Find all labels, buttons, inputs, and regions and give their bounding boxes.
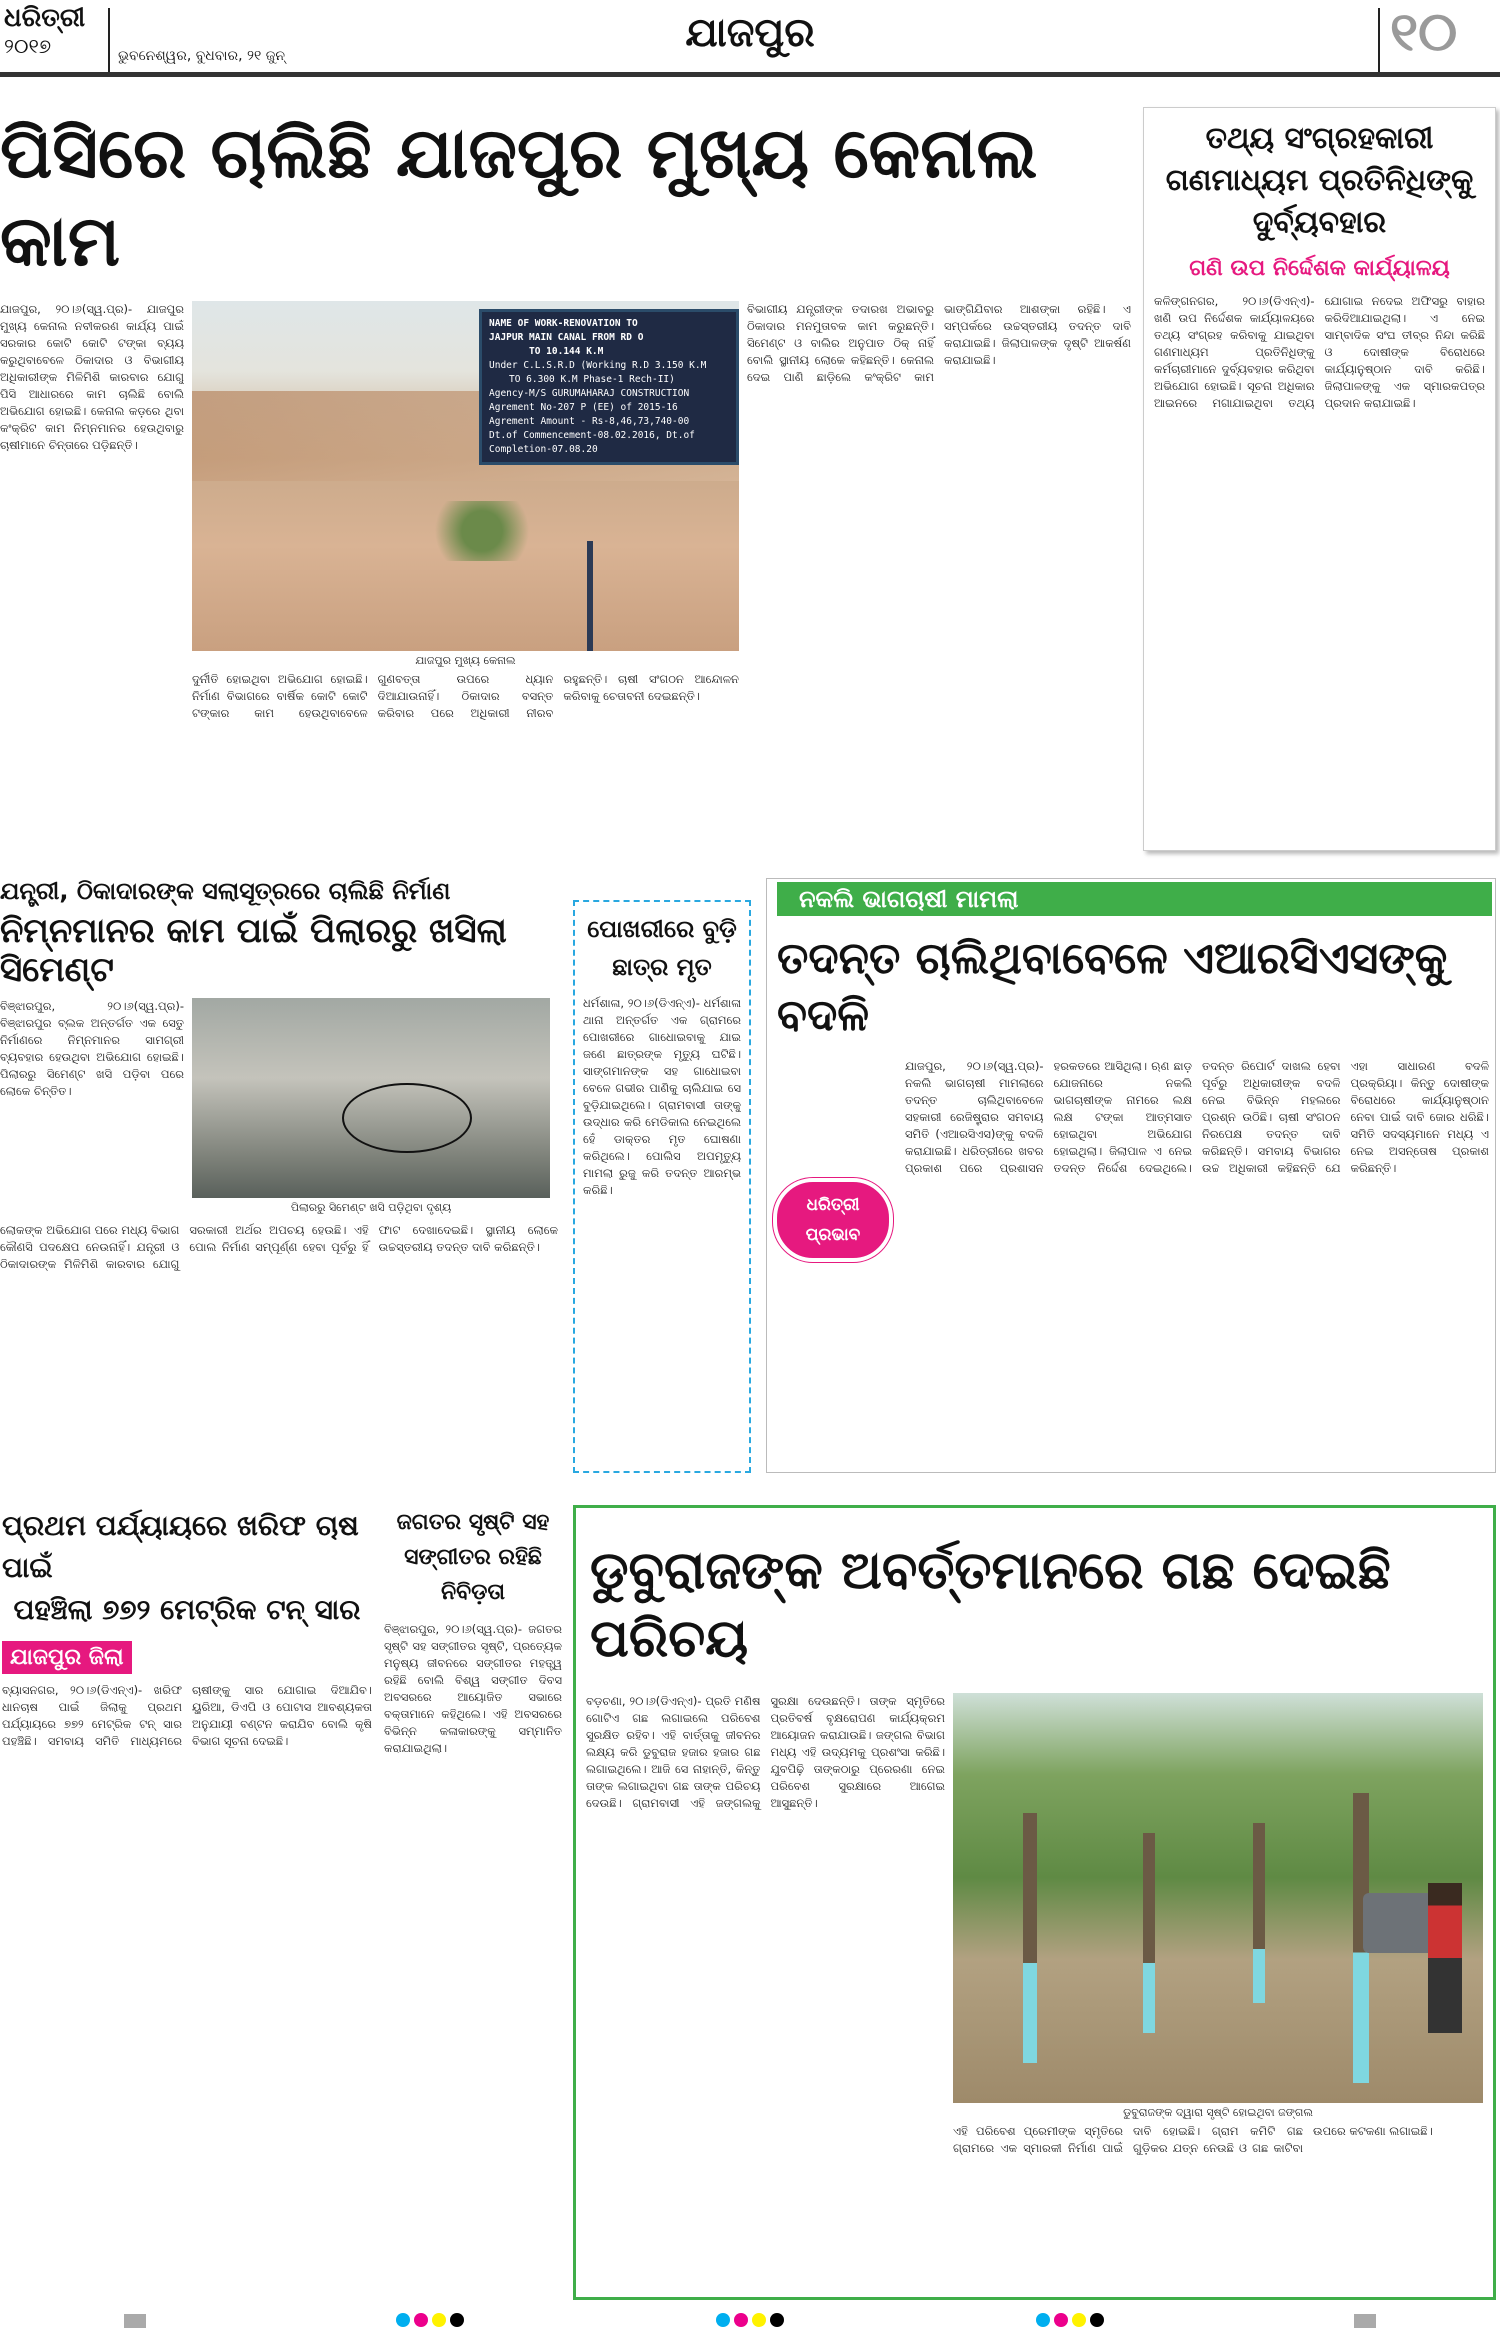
color-marks bbox=[1034, 2312, 1106, 2331]
print-marks bbox=[0, 2312, 1500, 2330]
sidebox-headline: ତଥ୍ୟ ସଂଗ୍ରହକାରୀ ଗଣମାଧ୍ୟମ ପ୍ରତିନିଧିଙ୍କୁ ଦୁର୍ବ୍ୟବହାର bbox=[1165, 121, 1474, 240]
sign-line: Dt.of Commencement-08.02.2016, Dt.of Completion-07.08.20 bbox=[489, 430, 695, 455]
lead-body-right: ବିଭାଗୀୟ ଯନ୍ତ୍ରୀଙ୍କ ତଦାରଖ ଅଭାବରୁ ଠିକାଦାର ମନମୁତାବକ କାମ କରୁଛନ୍ତି। ସିମେଣ୍ଟ ଓ ବାଲିର ଅନୁପାତ ଠିକ୍ ନାହିଁ ବୋଲି ସ୍ଥାନୀୟ ଲୋକେ କହିଛନ୍ତି। କେନାଲ ଦେଇ ପାଣି ଛାଡ଼ିଲେ କଂକ୍ରିଟ କାମ ଭାଙ୍ଗିଯିବାର ଆଶଙ୍କା ରହିଛି। ଏ ସମ୍ପର୍କରେ ଉଚ୍ଚସ୍ତରୀୟ ତଦନ୍ତ ଦାବି କରାଯାଇଛି। ଜିଲାପାଳଙ୍କ ଦୃଷ୍ଟି ଆକର୍ଷଣ କରାଯାଇଛି। bbox=[747, 302, 1131, 384]
lead-body-left: ଯାଜପୁର, ୨୦।୬(ସ୍ୱ.ପ୍ର)- ଯାଜପୁର ମୁଖ୍ୟ କେନାଲ ନବୀକରଣ କାର୍ଯ୍ୟ ପାଇଁ ସରକାର କୋଟି କୋଟି ଟଙ୍କା ବ୍ୟୟ କରୁଥିବାବେଳେ ଠିକାଦାର ଓ ବିଭାଗୀୟ ଅଧିକାରୀଙ୍କ ମିଳିମିଶି କାରବାର ଯୋଗୁ ପିସି ଆଧାରରେ କାମ ଚାଲିଛି ବୋଲି ଅଭିଯୋଗ ହୋଇଛି। କେନାଲ କଡ଼ରେ ଥିବା କଂକ୍ରିଟ କାମ ନିମ୍ନମାନର ହେଉଥିବାରୁ ଚାଷୀମାନେ ଚିନ୍ତାରେ ପଡ଼ିଛନ୍ତି। bbox=[0, 302, 184, 452]
masthead-logo: ଧରିତ୍ରୀ bbox=[4, 3, 86, 33]
color-marks bbox=[394, 2312, 466, 2331]
shrubs bbox=[422, 501, 542, 561]
masthead bbox=[4, 2, 104, 58]
canal-photo-caption: ଯାଜପୁର ମୁଖ୍ୟ କେନାଲ bbox=[415, 654, 516, 667]
trees-photo-caption: ଡୁବୁରାଜଙ୍କ ଦ୍ୱାରା ସୃଷ୍ଟି ହୋଇଥିବା ଜଙ୍ଗଲ bbox=[1123, 2106, 1313, 2120]
fertilizer-story bbox=[2, 1505, 372, 2300]
lead-story bbox=[0, 100, 1131, 860]
pillar-photo-caption: ପିଲାରରୁ ସିମେଣ୍ଟ ଖସି ପଡ଼ିଥିବା ଦୃଶ୍ୟ bbox=[290, 1200, 452, 1214]
dubraj-box bbox=[573, 1505, 1496, 2300]
pillar-top-row bbox=[0, 998, 558, 1218]
arcs-banner bbox=[777, 882, 1492, 916]
broken-pillar-mark bbox=[342, 1083, 472, 1153]
arcs-badge bbox=[773, 1178, 893, 1262]
sign-line: Agrement Amount - Rs-8,46,73,740-00 bbox=[489, 416, 690, 427]
pillar-body-bottom: ଲୋକଙ୍କ ଅଭିଯୋଗ ପରେ ମଧ୍ୟ ବିଭାଗ କୌଣସି ପଦକ୍ଷେପ ନେଉନାହିଁ। ଯନ୍ତ୍ରୀ ଓ ଠିକାଦାରଙ୍କ ମିଳିମିଶି କାରବାର ଯୋଗୁ ସରକାରୀ ଅର୍ଥର ଅପଚୟ ହେଉଛି। ଏହି ପୋଲ ନିର୍ମାଣ ସମ୍ପୂର୍ଣ୍ଣ ହେବା ପୂର୍ବରୁ ହିଁ ଫାଟ ଦେଖାଦେଇଛି। ସ୍ଥାନୀୟ ଲୋକେ ଉଚ୍ଚସ୍ତରୀୟ ତଦନ୍ତ ଦାବି କରିଛନ୍ତି। bbox=[0, 1222, 558, 1271]
pillar-headline: ନିମ୍ନମାନର କାମ ପାଇଁ ପିଲାରରୁ ଖସିଲା ସିମେଣ୍ଟ bbox=[0, 910, 507, 990]
sign-line: Under C.L.S.R.D (Working R.D 3.150 K.M bbox=[489, 360, 707, 371]
drowning-headline: ପୋଖରୀରେ ବୁଡ଼ି ଛାତ୍ର ମୃତ bbox=[587, 915, 737, 982]
sidebox-body: କଳିଙ୍ଗନଗର, ୨୦।୬(ଡିଏନ୍ଏ)- ଖଣି ଉପ ନିର୍ଦ୍ଦେଶକ କାର୍ଯ୍ୟାଳୟରେ ତଥ୍ୟ ସଂଗ୍ରହ କରିବାକୁ ଯାଇଥିବା ଗଣମାଧ୍ୟମ ପ୍ରତିନିଧିଙ୍କୁ କର୍ମଚାରୀମାନେ ଦୁର୍ବ୍ୟବହାର କରିଥିବା ଅଭିଯୋଗ ହୋଇଛି। ସୂଚନା ଅଧିକାର ଆଇନରେ ମଗାଯାଇଥିବା ତଥ୍ୟ ଯୋଗାଇ ନଦେଇ ଅଫିସରୁ ବାହାର କରିଦିଆଯାଇଥିଲା। ଏ ନେଇ ସାମ୍ବାଦିକ ସଂଘ ତୀବ୍ର ନିନ୍ଦା କରିଛି ଓ ଦୋଷୀଙ୍କ ବିରୋଧରେ କାର୍ଯ୍ୟାନୁଷ୍ଠାନ ଦାବି କରିଛି। ଜିଲାପାଳଙ୍କୁ ଏକ ସ୍ମାରକପତ୍ର ପ୍ରଦାନ କରାଯାଇଛି। bbox=[1154, 293, 1485, 410]
arcs-badge-text: ଧରିତ୍ରୀ ପ୍ରଭାବ bbox=[805, 1195, 861, 1246]
person bbox=[1428, 1883, 1462, 2033]
header-divider bbox=[108, 8, 110, 74]
tree-trunk bbox=[1143, 1833, 1155, 2033]
sign-line: TO 10.144 K.M bbox=[529, 346, 604, 357]
pillar-photo bbox=[192, 998, 550, 1198]
pillar-story bbox=[0, 878, 558, 1473]
section-title: ଯାଜପୁର bbox=[685, 10, 815, 56]
lead-headline: ପିସିରେ ଚାଲିଛି ଯାଜପୁର ମୁଖ୍ୟ କେନାଲ କାମ bbox=[0, 112, 1038, 282]
arcs-box bbox=[766, 878, 1496, 1473]
masthead-year: ୨୦୧୭ bbox=[4, 34, 52, 58]
dubraj-body: ବଡ଼ଚଣା, ୨୦।୬(ଡିଏନ୍ଏ)- ପ୍ରତି ମଣିଷ ଗୋଟିଏ ଗଛ ଲଗାଇଲେ ପରିବେଶ ସୁରକ୍ଷିତ ରହିବ। ଏହି ବାର୍ତ୍ତାକୁ ଜୀବନର ଲକ୍ଷ୍ୟ କରି ଡୁବୁରାଜ ହଜାର ହଜାର ଗଛ ଲଗାଇଥିଲେ। ଆଜି ସେ ନାହାନ୍ତି, କିନ୍ତୁ ତାଙ୍କ ଲଗାଇଥିବା ଗଛ ତାଙ୍କ ପରିଚୟ ଦେଉଛି। ଗ୍ରାମବାସୀ ଏହି ଜଙ୍ଗଲକୁ ସୁରକ୍ଷା ଦେଉଛନ୍ତି। ତାଙ୍କ ସ୍ମୃତିରେ ପ୍ରତିବର୍ଷ ବୃକ୍ଷରୋପଣ କାର୍ଯ୍ୟକ୍ରମ ଆୟୋଜନ କରାଯାଉଛି। ଜଙ୍ଗଲ ବିଭାଗ ମଧ୍ୟ ଏହି ଉଦ୍ୟମକୁ ପ୍ରଶଂସା କରିଛି। ଯୁବପିଢ଼ି ତାଙ୍କଠାରୁ ପ୍ରେରଣା ନେଇ ପରିବେଶ ସୁରକ୍ଷାରେ ଆଗେଇ ଆସୁଛନ୍ତି। bbox=[586, 1694, 945, 1811]
dubraj-photo-column bbox=[953, 1693, 1483, 2287]
arcs-body: ଯାଜପୁର, ୨୦।୬(ସ୍ୱ.ପ୍ର)- ନକଲି ଭାଗଚାଷୀ ମାମଲାରେ ତଦନ୍ତ ଚାଲିଥିବାବେଳେ ସହକାରୀ ରେଜିଷ୍ଟ୍ରାର ସମବାୟ ସମିତି (ଏଆରସିଏସ)ଙ୍କୁ ବଦଳି କରାଯାଇଛି। ଧରିତ୍ରୀରେ ଖବର ପ୍ରକାଶ ପରେ ପ୍ରଶାସନ ହରକତରେ ଆସିଥିଲା। ଋଣ ଛାଡ଼ ଯୋଜନାରେ ନକଲି ଭାଗଚାଷୀଙ୍କ ନାମରେ ଲକ୍ଷ ଲକ୍ଷ ଟଙ୍କା ଆତ୍ମସାତ ହୋଇଥିବା ଅଭିଯୋଗ ହୋଇଥିଲା। ଜିଲାପାଳ ଏ ନେଇ ତଦନ୍ତ ନିର୍ଦ୍ଦେଶ ଦେଇଥିଲେ। ତଦନ୍ତ ରିପୋର୍ଟ ଦାଖଲ ହେବା ପୂର୍ବରୁ ଅଧିକାରୀଙ୍କ ବଦଳି ନେଇ ବିଭିନ୍ନ ମହଲରେ ପ୍ରଶ୍ନ ଉଠିଛି। ଚାଷୀ ସଂଗଠନ ନିରପେକ୍ଷ ତଦନ୍ତ ଦାବି କରିଛନ୍ତି। ସମବାୟ ବିଭାଗର ଉଚ୍ଚ ଅଧିକାରୀ କହିଛନ୍ତି ଯେ ଏହା ସାଧାରଣ ବଦଳି ପ୍ରକ୍ରିୟା। କିନ୍ତୁ ଦୋଷୀଙ୍କ ବିରୋଧରେ କାର୍ଯ୍ୟାନୁଷ୍ଠାନ ନେବା ପାଇଁ ଦାବି ଜୋର ଧରିଛି। ସମିତି ସଦସ୍ୟମାନେ ମଧ୍ୟ ଏ ନେଇ ଅସନ୍ତୋଷ ପ୍ରକାଶ କରିଛନ୍ତି। bbox=[905, 1059, 1489, 1176]
sign-line: Agrement No-207 P (EE) of 2015-16 bbox=[489, 402, 678, 413]
trees-photo bbox=[953, 1693, 1483, 2103]
lead-columns bbox=[0, 301, 1131, 860]
music-headline: ଜଗତର ସୃଷ୍ଟି ସହ ସଙ୍ଗୀତର ରହିଛି ନିବିଡ଼ତା bbox=[396, 1510, 550, 1606]
arcs-content bbox=[773, 1058, 1489, 1466]
dubraj-columns bbox=[586, 1693, 1483, 2287]
header-divider-right bbox=[1378, 8, 1380, 74]
gray-bar bbox=[1354, 2314, 1376, 2328]
header-rule bbox=[0, 72, 1500, 77]
sidebox-subhead: ଗଣି ଉପ ନିର୍ଦ୍ଦେଶକ କାର୍ଯ୍ୟାଳୟ bbox=[1189, 256, 1450, 281]
tree-trunk bbox=[1253, 1823, 1265, 2003]
page-number: ୧୦ bbox=[1390, 0, 1458, 63]
music-body: ବିଞ୍ଝାରପୁର, ୨୦।୬(ସ୍ୱ.ପ୍ର)- ଜଗତର ସୃଷ୍ଟି ସହ ସଙ୍ଗୀତର ସୃଷ୍ଟି, ପ୍ରତ୍ୟେକ ମନୁଷ୍ୟ ଜୀବନରେ ସଙ୍ଗୀତର ମହତ୍ତ୍ୱ ରହିଛି ବୋଲି ବିଶ୍ୱ ସଙ୍ଗୀତ ଦିବସ ଅବସରରେ ଆୟୋଜିତ ସଭାରେ ବକ୍ତାମାନେ କହିଥିଲେ। ଏହି ଅବସରରେ ବିଭିନ୍ନ କଳାକାରଙ୍କୁ ସମ୍ମାନିତ କରାଯାଇଥିଲା। bbox=[384, 1621, 562, 1755]
fertilizer-district-label: ଯାଜପୁର ଜିଲା bbox=[2, 1641, 132, 1674]
pillar-kicker: ଯନ୍ତ୍ରୀ, ଠିକାଦାରଙ୍କ ସଲାସୂତ୍ରରେ ଚାଲିଛି ନିର୍ମାଣ bbox=[0, 877, 451, 905]
header-dateline: ଭୁବନେଶ୍ୱର, ବୁଧବାର, ୨୧ ଜୁନ୍ bbox=[118, 48, 286, 64]
arcs-headline: ତଦନ୍ତ ଚାଲିଥିବାବେଳେ ଏଆରସିଏସଙ୍କୁ ବଦଳି bbox=[777, 933, 1448, 1042]
sign-line: TO 6.300 K.M Phase-1 Rech-II) bbox=[509, 374, 675, 385]
pillar-body-left: ବିଞ୍ଝାରପୁର, ୨୦।୬(ସ୍ୱ.ପ୍ର)- ବିଞ୍ଝାରପୁର ବ୍ଲକ ଅନ୍ତର୍ଗତ ଏକ ସେତୁ ନିର୍ମାଣରେ ନିମ୍ନମାନର ସାମଗ୍ରୀ ବ୍ୟବହାର ହେଉଥିବା ଅଭିଯୋଗ ହୋଇଛି। ପିଲାରରୁ ସିମେଣ୍ଟ ଖସି ପଡ଼ିବା ପରେ ଲୋକେ ଚିନ୍ତିତ। bbox=[0, 998, 184, 1098]
lead-center-column bbox=[192, 301, 739, 860]
fertilizer-body: ବ୍ୟାସନଗର, ୨୦।୬(ଡିଏନ୍ଏ)- ଖରିଫ ଧାନଚାଷ ପାଇଁ ଜିଲାକୁ ପ୍ରଥମ ପର୍ଯ୍ୟାୟରେ ୭୭୨ ମେଟ୍ରିକ ଟନ୍ ସାର ପହଞ୍ଚିଛି। ସମବାୟ ସମିତି ମାଧ୍ୟମରେ ଚାଷୀଙ୍କୁ ସାର ଯୋଗାଇ ଦିଆଯିବ। ୟୁରିଆ, ଡିଏପି ଓ ପୋଟାସ ଆବଶ୍ୟକତା ଅନୁଯାୟୀ ବଣ୍ଟନ କରାଯିବ ବୋଲି କୃଷି ବିଭାଗ ସୂଚନା ଦେଇଛି। bbox=[2, 1683, 372, 1748]
sign-line: JAJPUR MAIN CANAL FROM RD O bbox=[489, 332, 644, 343]
drowning-box bbox=[573, 900, 751, 1473]
tree-trunk bbox=[1023, 1813, 1037, 2063]
sign-post bbox=[587, 541, 593, 651]
arcs-banner-text: ନକଲି ଭାଗଚାଷୀ ମାମଲା bbox=[799, 885, 1019, 913]
dubraj-headline: ଡୁବୁରାଜଙ୍କ ଅବର୍ତ୍ତମାନରେ ଗଛ ଦେଇଛି ପରିଚୟ bbox=[590, 1541, 1391, 1669]
music-story bbox=[384, 1505, 562, 2300]
fertilizer-headline-1: ପ୍ରଥମ ପର୍ଯ୍ୟାୟରେ ଖରିଫ ଚାଷ ପାଇଁ bbox=[2, 1509, 359, 1584]
color-marks bbox=[714, 2312, 786, 2331]
work-sign bbox=[479, 309, 739, 465]
canal-photo bbox=[192, 301, 739, 651]
dubraj-body-bottom: ଏହି ପରିବେଶ ପ୍ରେମୀଙ୍କ ସ୍ମୃତିରେ ଗ୍ରାମରେ ଏକ ସ୍ମାରକୀ ନିର୍ମାଣ ପାଇଁ ଦାବି ହୋଇଛି। ଗ୍ରାମ କମିଟି ଗଛ ଗୁଡ଼ିକର ଯତ୍ନ ନେଉଛି ଓ ଗଛ କାଟିବା ଉପରେ କଟକଣା ଲଗାଇଛି। bbox=[953, 2124, 1433, 2156]
pillar-photo-column bbox=[192, 998, 550, 1218]
fertilizer-headline-2: ପହଞ୍ଚିଲା ୭୭୨ ମେଟ୍ରିକ ଟନ୍ ସାର bbox=[13, 1593, 361, 1626]
drowning-body: ଧର୍ମଶାଳା, ୨୦।୬(ଡିଏନ୍ଏ)- ଧର୍ମଶାଳା ଥାନା ଅନ୍ତର୍ଗତ ଏକ ଗ୍ରାମରେ ପୋଖରୀରେ ଗାଧୋଇବାକୁ ଯାଇ ଜଣେ ଛାତ୍ରଙ୍କ ମୃତ୍ୟୁ ଘଟିଛି। ସାଙ୍ଗମାନଙ୍କ ସହ ଗାଧୋଇବା ବେଳେ ଗଭୀର ପାଣିକୁ ଚାଲିଯାଇ ସେ ବୁଡ଼ିଯାଇଥିଲେ। ଗ୍ରାମବାସୀ ତାଙ୍କୁ ଉଦ୍ଧାର କରି ମେଡିକାଲ ନେଇଥିଲେ ହେଁ ଡାକ୍ତର ମୃତ ଘୋଷଣା କରିଥିଲେ। ପୋଲିସ ଅପମୃତ୍ୟୁ ମାମଲା ରୁଜୁ କରି ତଦନ୍ତ ଆରମ୍ଭ କରିଛି। bbox=[583, 995, 741, 1197]
sidebox bbox=[1143, 107, 1496, 851]
lead-body-bottom: ଦୁର୍ନୀତି ହୋଇଥିବା ଅଭିଯୋଗ ହୋଇଛି। ନିର୍ମାଣ ବିଭାଗରେ ବାର୍ଷିକ କୋଟି କୋଟି ଟଙ୍କାର କାମ ହେଉଥିବାବେଳେ ଗୁଣବତ୍ତା ଉପରେ ଧ୍ୟାନ ଦିଆଯାଉନାହିଁ। ଠିକାଦାର ବସନ୍ତ କରିବାର ପରେ ଅଧିକାରୀ ନୀରବ ରହୁଛନ୍ତି। ଚାଷୀ ସଂଗଠନ ଆନ୍ଦୋଳନ କରିବାକୁ ଚେତାବନୀ ଦେଇଛନ୍ତି। bbox=[192, 672, 739, 720]
sign-line: NAME OF WORK-RENOVATION TO bbox=[489, 318, 638, 329]
gray-bar bbox=[124, 2314, 146, 2328]
sign-line: Agency-M/S GURUMAHARAJ CONSTRUCTION bbox=[489, 388, 690, 399]
